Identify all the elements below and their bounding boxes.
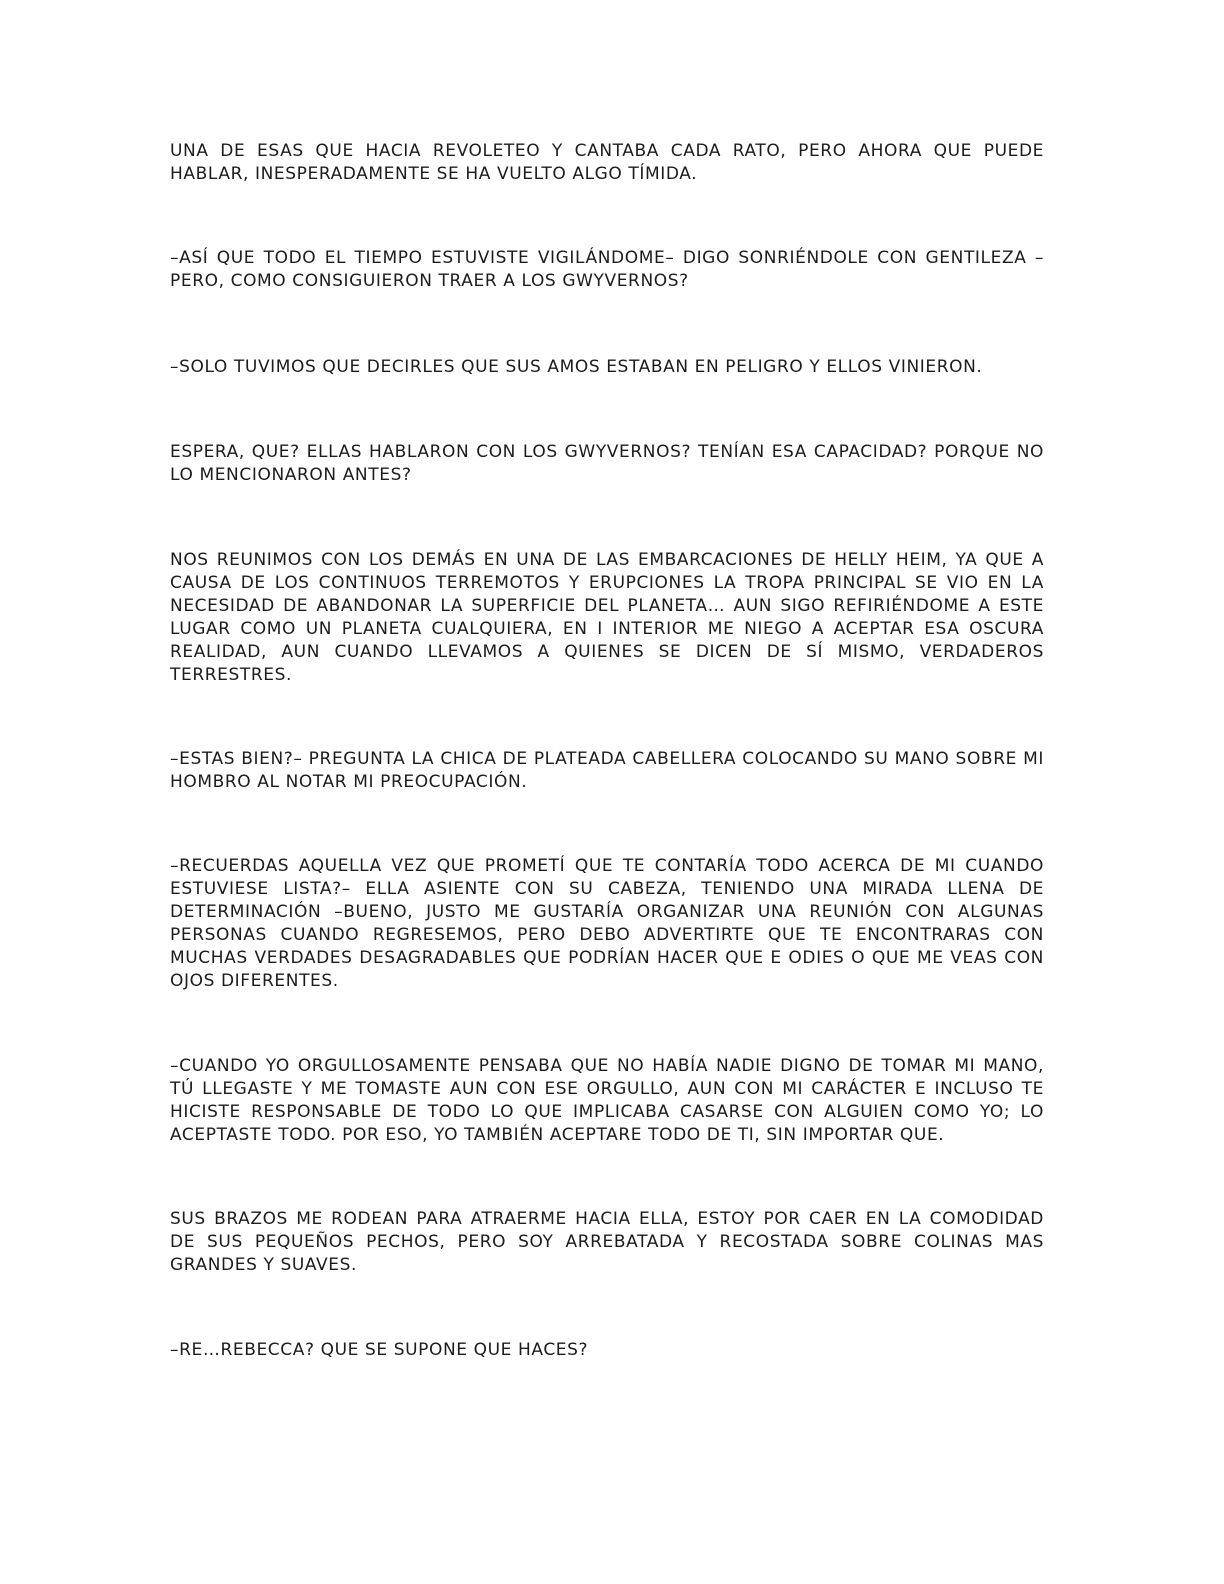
paragraph: ESPERA, QUE? ELLAS HABLARON CON LOS GWYVERNOS? TENÍAN ESA CAPACIDAD? PORQUE NO LO MENCIONARON ANTES? <box>170 442 1044 485</box>
paragraph: SUS BRAZOS ME RODEAN PARA ATRAERME HACIA ELLA, ESTOY POR CAER EN LA COMODIDAD DE SUS PEQUEÑOS PECHOS, PERO SOY ARREBATADA Y RECOSTADA SOBRE COLINAS MAS GRANDES Y SUAVES. <box>170 1209 1044 1275</box>
paragraph: –SOLO TUVIMOS QUE DECIRLES QUE SUS AMOS ESTABAN EN PELIGRO Y ELLOS VINIERON. <box>170 357 983 377</box>
paragraph: –RE…REBECCA? QUE SE SUPONE QUE HACES? <box>170 1340 589 1360</box>
paragraph: –CUANDO YO ORGULLOSAMENTE PENSABA QUE NO HABÍA NADIE DIGNO DE TOMAR MI MANO, TÚ LLEGASTE Y ME TOMASTE AUN CON ESE ORGULLO, AUN CON MI CARÁCTER E INCLUSO TE HICISTE RESPONSABLE DE TODO LO QUE IMPLICABA CASARSE CON ALGUIEN COMO YO; LO ACEPTASTE TODO. POR ESO, YO TAMBIÉN ACEPTARE TODO DE TI, SIN IMPORTAR QUE. <box>170 1056 1044 1145</box>
paragraph: NOS REUNIMOS CON LOS DEMÁS EN UNA DE LAS EMBARCACIONES DE HELLY HEIM, YA QUE A CAUSA DE LOS CONTINUOS TERREMOTOS Y ERUPCIONES LA TROPA PRINCIPAL SE VIO EN LA NECESIDAD DE ABANDONAR LA SUPERFICIE DEL PLANETA… AUN SIGO REFIRIÉNDOME A ESTE LUGAR COMO UN PLANETA CUALQUIERA, EN I INTERIOR ME NIEGO A ACEPTAR ESA OSCURA REALIDAD, AUN CUANDO LLEVAMOS A QUIENES SE DICEN DE SÍ MISMO, VERDADEROS TERRESTRES. <box>170 550 1044 685</box>
paragraph: UNA DE ESAS QUE HACIA REVOLETEO Y CANTABA CADA RATO, PERO AHORA QUE PUEDE HABLAR, INESPERADAMENTE SE HA VUELTO ALGO TÍMIDA. <box>170 141 1044 184</box>
paragraph: –ESTAS BIEN?– PREGUNTA LA CHICA DE PLATEADA CABELLERA COLOCANDO SU MANO SOBRE MI HOMBRO AL NOTAR MI PREOCUPACIÓN. <box>170 749 1044 792</box>
paragraph: –RECUERDAS AQUELLA VEZ QUE PROMETÍ QUE TE CONTARÍA TODO ACERCA DE MI CUANDO ESTUVIESE LISTA?– ELLA ASIENTE CON SU CABEZA, TENIENDO UNA MIRADA LLENA DE DETERMINACIÓN –BUENO, JUSTO ME GUSTARÍA ORGANIZAR UNA REUNIÓN CON ALGUNAS PERSONAS CUANDO REGRESEMOS, PERO DEBO ADVERTIRTE QUE TE ENCONTRARAS CON MUCHAS VERDADES DESAGRADABLES QUE PODRÍAN HACER QUE E ODIES O QUE ME VEAS CON OJOS DIFERENTES. <box>170 856 1044 991</box>
paragraph: –ASÍ QUE TODO EL TIEMPO ESTUVISTE VIGILÁNDOME– DIGO SONRIÉNDOLE CON GENTILEZA – PERO, COMO CONSIGUIERON TRAER A LOS GWYVERNOS? <box>170 248 1044 291</box>
